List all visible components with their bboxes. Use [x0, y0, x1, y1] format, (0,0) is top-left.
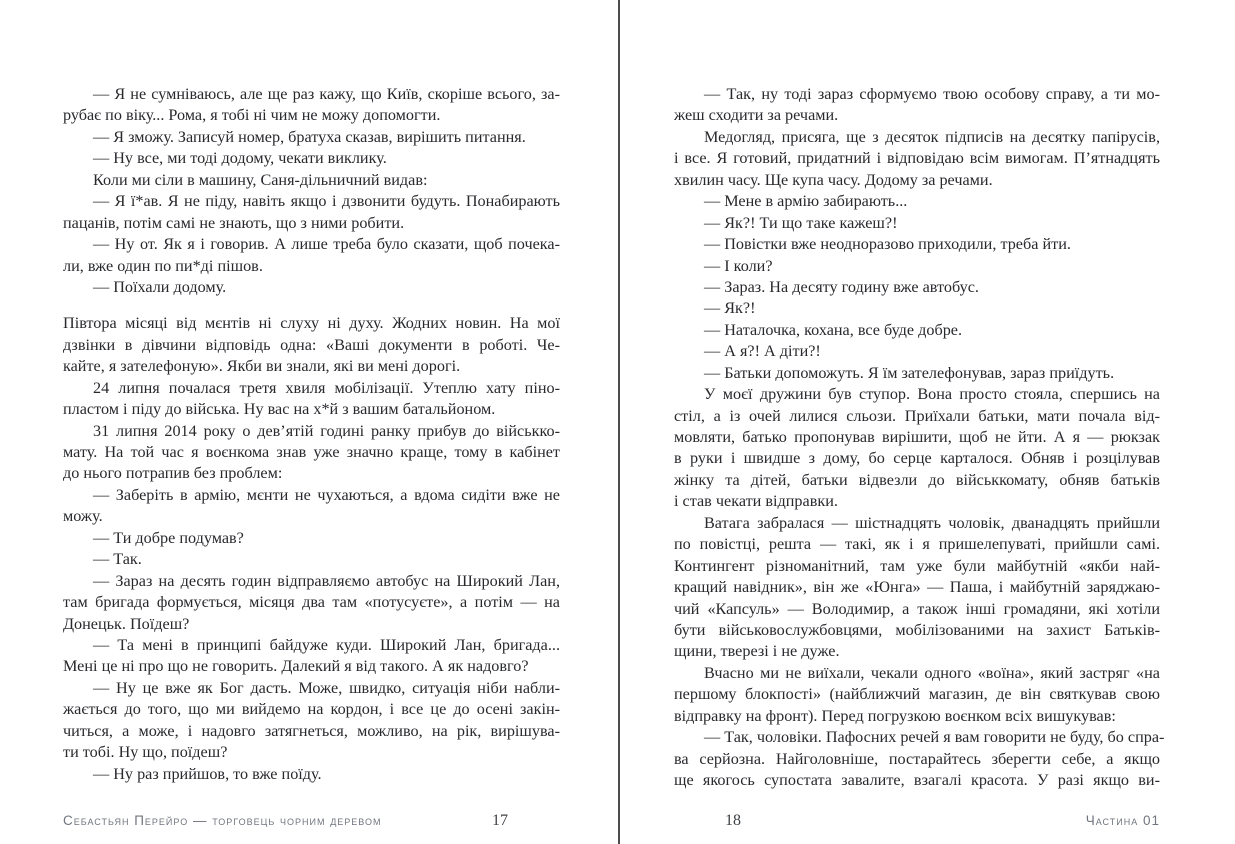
text-line: жінку та дітей, батьки відвезли до військкомату, обняв батьків: [674, 470, 1160, 489]
page-right: [674, 84, 1165, 844]
text-line: рубає по віку... Рома, я тобі ні чим не можу допомогти.: [63, 106, 441, 125]
paragraph: [674, 320, 1160, 341]
page-left-text: [63, 84, 560, 785]
paragraph: [63, 571, 560, 635]
text-line: — А я?! А діти?!: [704, 342, 821, 361]
text-line: Вчасно ми не виїхали, чекали одного «воїна», який застряг «на: [704, 663, 1160, 682]
running-title-right: Частина 01: [1085, 813, 1160, 828]
page-number-right: 18: [725, 812, 741, 829]
paragraph: [674, 663, 1160, 727]
paragraph: [63, 148, 560, 169]
paragraph: [674, 213, 1160, 234]
text-line: — Ти добре подумав?: [93, 528, 244, 547]
text-line: — Як?! Ти що таке кажеш?!: [704, 213, 898, 232]
text-line: чий «Капсуль» — Володимир, а також інші громадяни, які хотіли: [674, 599, 1160, 618]
paragraph: [63, 170, 560, 191]
text-line: Контингент різноманітний, там уже були майбутній «якби най-: [674, 556, 1160, 575]
text-line: жається до того, що ми вийдемо на кордон, і все це до осені закін-: [63, 700, 560, 719]
page-divider: [618, 0, 620, 844]
text-line: до нього потрапив без проблем:: [63, 464, 283, 483]
text-line: — Мене в армію забирають...: [704, 192, 908, 211]
text-line: Мені це ні про що не говорить. Далекий я від такого. А як надовго?: [63, 657, 529, 676]
text-line: — Я не сумніваюсь, але ще раз кажу, що Київ, скоріше всього, за-: [93, 85, 560, 103]
text-line: — Ну от. Як я і говорив. А лише треба було сказати, щоб почека-: [93, 235, 560, 254]
text-line: Ватага забралася — шістнадцять чоловік, дванадцять прийшли: [704, 513, 1160, 532]
text-line: там бригада формується, місяця два там «потусуєте», а потім — на: [63, 593, 560, 612]
paragraph: [63, 764, 560, 785]
text-line: — Зараз. На десяту годину вже автобус.: [704, 277, 979, 296]
running-title-left: Себастьян Перейро — торговець чорним деревом: [63, 813, 382, 828]
text-line: і став чекати відправки.: [674, 492, 838, 511]
text-line: ли, вже один по пи*ді пішов.: [63, 256, 263, 275]
text-line: можу.: [63, 507, 103, 526]
text-line: — Так, ну тоді зараз сформуємо твою особову справу, а ти мо-: [704, 85, 1160, 103]
text-line: У моєї дружини був ступор. Вона просто стояла, спершись на: [704, 385, 1160, 404]
text-line: — Так, чоловіки. Пафосних речей я вам говорити не буду, бо спра-: [704, 728, 1165, 747]
page-left: [63, 84, 560, 844]
paragraph: [63, 678, 560, 764]
paragraph: [63, 277, 560, 298]
text-line: Медогляд, присяга, ще з десяток підписів на десятку папірусів,: [704, 127, 1160, 146]
paragraph: [63, 234, 560, 277]
page-right-text: [674, 84, 1165, 791]
paragraph: [63, 635, 560, 678]
page-left-footer: [63, 812, 508, 830]
text-line: мовляти, батько пропонував вирішити, щоб не йти. А я — рюкзак: [674, 428, 1160, 446]
text-line: — Ну це вже як Бог дасть. Може, швидко, ситуація ніби набли-: [93, 678, 560, 697]
text-line: хвилин часу. Ще купа часу. Додому за речами.: [674, 170, 993, 189]
paragraph: [674, 384, 1160, 513]
text-line: — Ну все, ми тоді додому, чекати виклику.: [93, 149, 387, 168]
paragraph: [63, 549, 560, 570]
text-line: по повістці, решта — такі, як і я пришелепуваті, прийшли самі.: [674, 535, 1160, 554]
text-line: і все. Я готовий, придатний і відповідаю всім вимогам. П’ятнадцять: [674, 149, 1160, 168]
paragraph: [63, 485, 560, 528]
paragraph: [63, 378, 560, 421]
paragraph: [674, 234, 1160, 255]
text-line: першому блокпості» (найближчий магазин, де він святкував свою: [674, 685, 1160, 704]
paragraph: [674, 127, 1160, 191]
paragraph: [63, 528, 560, 549]
text-line: пацанів, потім самі не знають, що з ними робити.: [63, 213, 405, 232]
text-line: Донецьк. Поїдеш?: [63, 614, 190, 633]
text-line: — Так.: [93, 550, 142, 569]
paragraph: [674, 84, 1160, 127]
paragraph: [63, 313, 560, 377]
text-line: кращий навідник», він же «Юнга» — Паша, і майбутній заряджаю-: [674, 578, 1160, 597]
text-line: — Зараз на десять годин відправляємо автобус на Широкий Лан,: [93, 571, 560, 590]
text-line: — Наталочка, кохана, все буде добре.: [704, 320, 963, 339]
text-line: — Заберіть в армію, мєнти не чухаються, а вдома сидіти вже не: [93, 485, 560, 504]
text-line: в руки і швидше з дому, бо серце карталося. Обняв і розцілував: [674, 449, 1160, 468]
text-line: дзвінки в дівчини відповідь одна: «Ваші документи в роботі. Че-: [63, 335, 560, 354]
text-line: Півтора місяці від мєнтів ні слуху ні духу. Жодних новин. На мої: [63, 314, 560, 333]
text-line: читься, а може, і надовго затягнеться, можливо, на рік, вирішува-: [63, 721, 560, 740]
text-line: — Батьки допоможуть. Я їм зателефонував, зараз приїдуть.: [704, 363, 1115, 382]
text-line: 24 липня почалася третя хвиля мобілізації. Утеплю хату піно-: [93, 378, 560, 397]
paragraph: [674, 191, 1160, 212]
text-line: жеш сходити за речами.: [674, 106, 839, 125]
text-line: відправку на фронт). Перед погрузкою воєнком всіх вишукував:: [674, 706, 1116, 725]
page-number-left: 17: [492, 812, 508, 829]
text-line: Коли ми сіли в машину, Саня-дільничний видав:: [93, 170, 428, 189]
paragraph: [674, 727, 1165, 791]
paragraph: [674, 256, 1160, 277]
text-line: — Я ї*ав. Я не піду, навіть якщо і дзвонити будуть. Понабирають: [93, 192, 560, 211]
paragraph: [63, 421, 560, 485]
paragraph: [674, 277, 1160, 298]
text-line: стіл, а із очей лилися сльози. Приїхали батьки, мати почала від-: [674, 406, 1160, 425]
text-line: кайте, я зателефоную». Якби ви знали, які ви мені дорогі.: [63, 357, 461, 376]
text-line: — Та мені в принципі байдуже куди. Широкий Лан, бригада...: [93, 635, 560, 654]
paragraph: [674, 363, 1160, 384]
paragraph: [63, 84, 560, 127]
text-line: — Повістки вже неодноразово приходили, треба йти.: [704, 235, 1071, 254]
text-line: мату. На той час я воєнкома знав уже значно краще, тому в кабінет: [63, 443, 560, 461]
text-line: ще якогось супостата завалите, взагалі красота. У разі якщо ви-: [674, 771, 1160, 789]
paragraph: [674, 513, 1160, 663]
text-line: — Поїхали додому.: [93, 277, 227, 296]
text-line: — Ну раз прийшов, то вже поїду.: [93, 764, 322, 783]
text-line: бути військовослужбовцями, мобілізованими на захист Батьків-: [674, 620, 1160, 639]
page-right-footer: [725, 812, 1160, 830]
text-line: — Я зможу. Записуй номер, братуха сказав, вирішить питання.: [93, 127, 526, 146]
text-line: ва серйозна. Найголовніше, постарайтесь зберегти себе, а якщо: [674, 749, 1160, 768]
text-line: — І коли?: [704, 256, 773, 275]
text-line: — Як?!: [704, 299, 756, 318]
text-line: щини, тверезі і не дуже.: [674, 642, 840, 661]
paragraph: [674, 298, 1160, 319]
text-line: пластом і піду до війська. Ну вас на х*й з вашим батальйоном.: [63, 400, 496, 419]
paragraph: [674, 341, 1160, 362]
paragraph: [63, 191, 560, 234]
text-line: 31 липня 2014 року о дев’ятій годині ранку прибув до військко-: [93, 421, 560, 440]
paragraph: [63, 127, 560, 148]
text-line: ти тобі. Ну що, поїдеш?: [63, 743, 228, 762]
